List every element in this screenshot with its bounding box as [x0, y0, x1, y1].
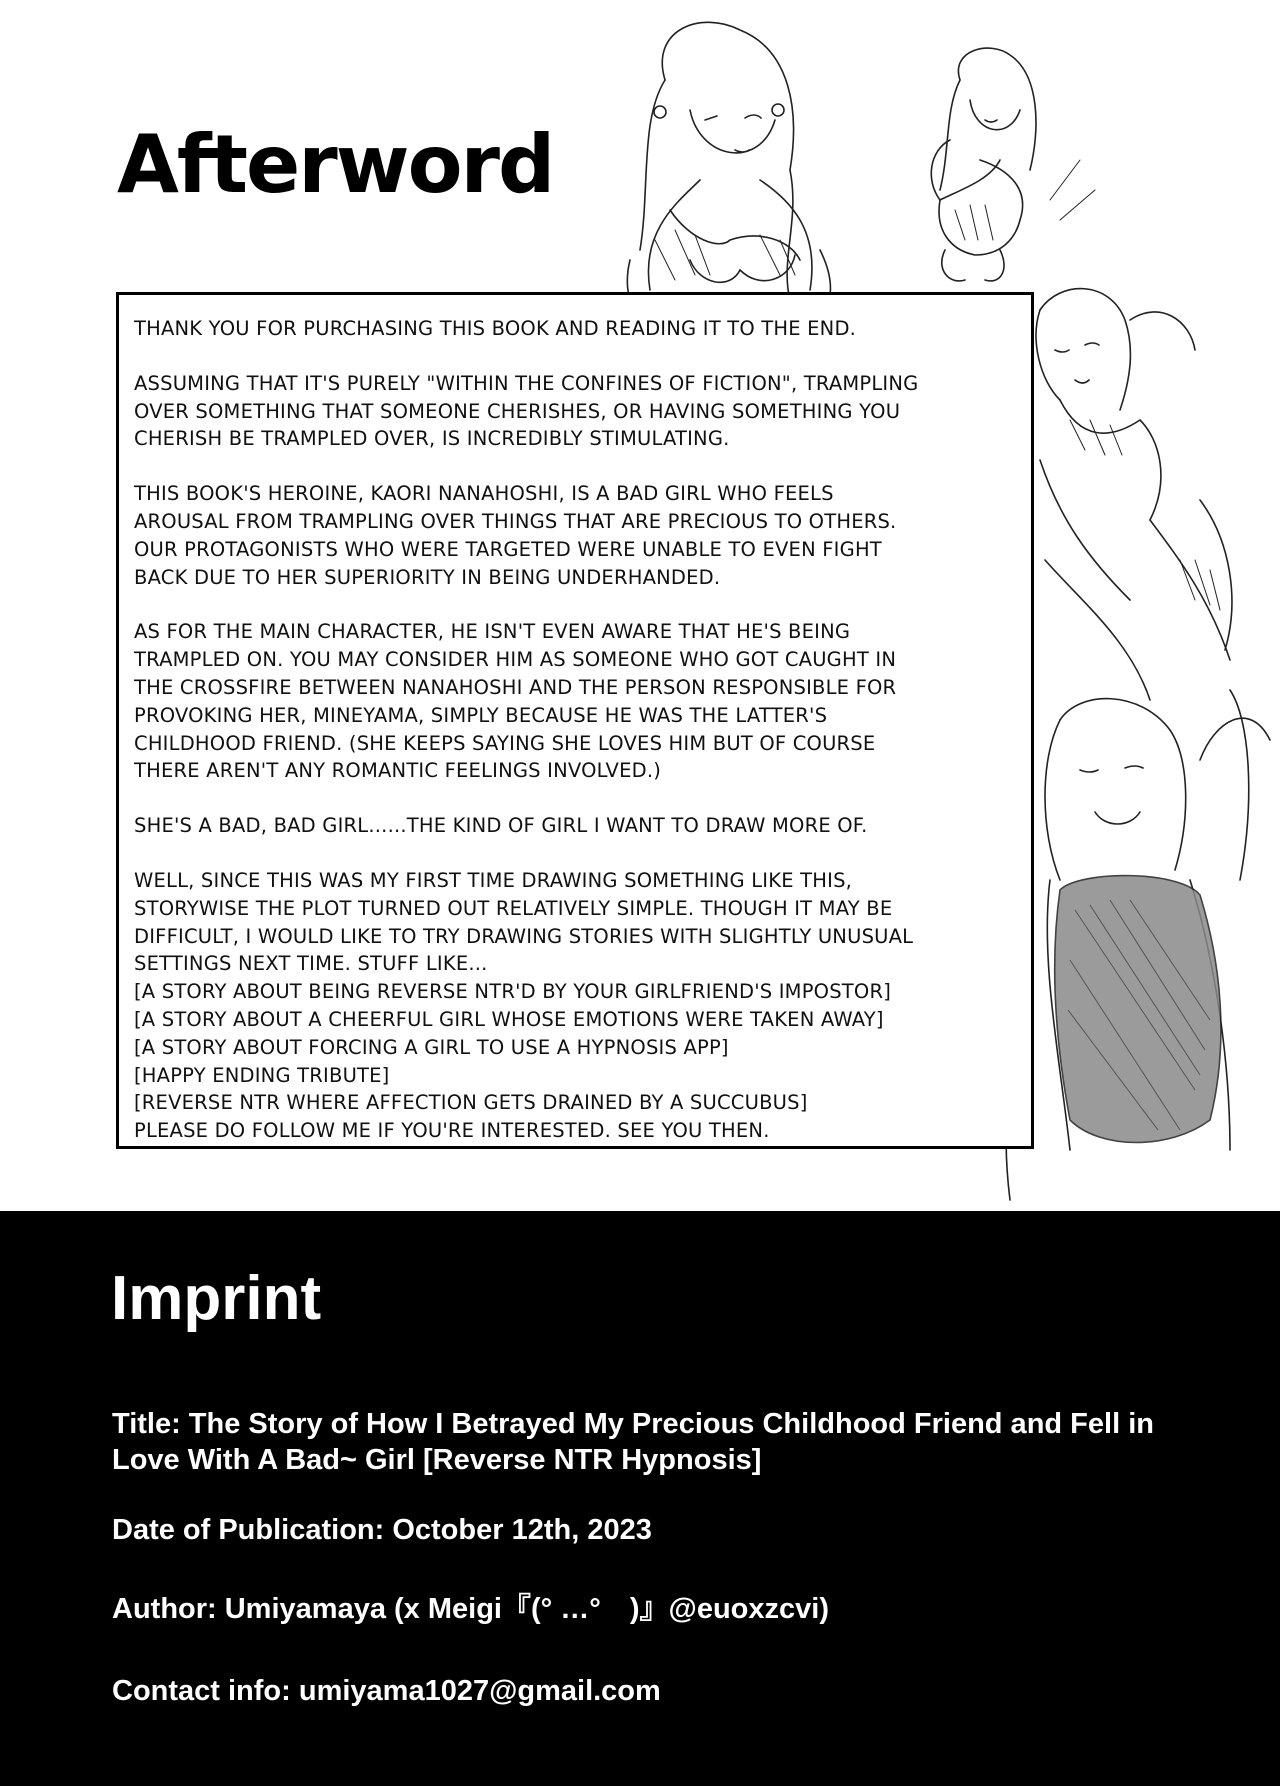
afterword-paragraph-1: THANK YOU FOR PURCHASING THIS BOOK AND READING IT TO THE END.: [134, 317, 857, 340]
afterword-title: Afterword: [117, 118, 554, 211]
afterword-paragraph-3: THIS BOOK'S HEROINE, KAORI NANAHOSHI, IS A BAD GIRL WHO FEELS AROUSAL FROM TRAMPLING OVER THINGS THAT ARE PRECIOUS TO OTHERS. OUR PROTAGONISTS WHO WERE TARGETED WERE UNABLE TO EVEN FIGHT BACK DUE TO HER SUPERIORITY IN BEING UNDERHANDED.: [134, 482, 897, 589]
afterword-paragraph-4: AS FOR THE MAIN CHARACTER, HE ISN'T EVEN AWARE THAT HE'S BEING TRAMPLED ON. YOU MAY CONSIDER HIM AS SOMEONE WHO GOT CAUGHT IN THE CROSSFIRE BETWEEN NANAHOSHI AND THE PERSON RESPONSIBLE FOR PROVOKING HER, MINEYAMA, SIMPLY BECAUSE HE WAS THE LATTER'S CHILDHOOD FRIEND. (SHE KEEPS SAYING SHE LOVES HIM BUT OF COURSE THERE AREN'T ANY ROMANTIC FEELINGS INVOLVED.): [134, 620, 897, 783]
sketch-swimsuit-tone: [1055, 876, 1221, 1143]
sketch-girl-swimsuit: [1006, 690, 1270, 1200]
afterword-paragraph-2: ASSUMING THAT IT'S PURELY "WITHIN THE CONFINES OF FICTION", TRAMPLING OVER SOMETHING THAT SOMEONE CHERISHES, OR HAVING SOMETHING YOU CHERISH BE TRAMPLED OVER, IS INCREDIBLY STIMULATING.: [134, 371, 919, 451]
afterword-text-box: [116, 292, 1034, 1149]
afterword-paragraph-6: WELL, SINCE THIS WAS MY FIRST TIME DRAWING SOMETHING LIKE THIS, STORYWISE THE PLOT TURNED OUT RELATIVELY SIMPLE. THOUGH IT MAY BE DIFFICULT, I WOULD LIKE TO TRY DRAWING STORIES WITH SLIGHTLY UNUSUAL SETTINGS NEXT TIME. STUFF LIKE... [A STORY ABOUT BEING REVERSE NTR'D BY YOUR GIRLFRIEND'S IMPOSTOR] [A STORY ABOUT A CHEERFUL GIRL WHOSE EMOTIONS WERE TAKEN AWAY] [A STORY ABOUT FORCING A GIRL TO USE A HYPNOSIS APP] [HAPPY ENDING TRIBUTE] [REVERSE NTR WHERE AFFECTION GETS DRAINED BY A SUCCUBUS] PLEASE DO FOLLOW ME IF YOU'RE INTERESTED. SEE YOU THEN.: [134, 868, 914, 1143]
afterword-paragraph-5: SHE'S A BAD, BAD GIRL......THE KIND OF GIRL I WANT TO DRAW MORE OF.: [134, 814, 868, 838]
imprint-title-line: Title: The Story of How I Betrayed My Precious Childhood Friend and Fell in Love With A Bad~ Girl [Reverse NTR Hypnosis]: [112, 1408, 1154, 1476]
imprint-section: [0, 1211, 1280, 1786]
sketch-girl-lying: [1036, 289, 1232, 700]
sketch-girl-winking: [627, 22, 830, 330]
imprint-date-line: Date of Publication: October 12th, 2023: [112, 1514, 652, 1546]
sketch-girl-small: [931, 48, 1095, 281]
imprint-contact-line: Contact info: umiyama1027@gmail.com: [112, 1675, 661, 1707]
imprint-title: Imprint: [111, 1264, 322, 1333]
imprint-author-line: Author: Umiyamaya (x Meigi『(° …° )』@euoxzcvi): [112, 1593, 829, 1625]
